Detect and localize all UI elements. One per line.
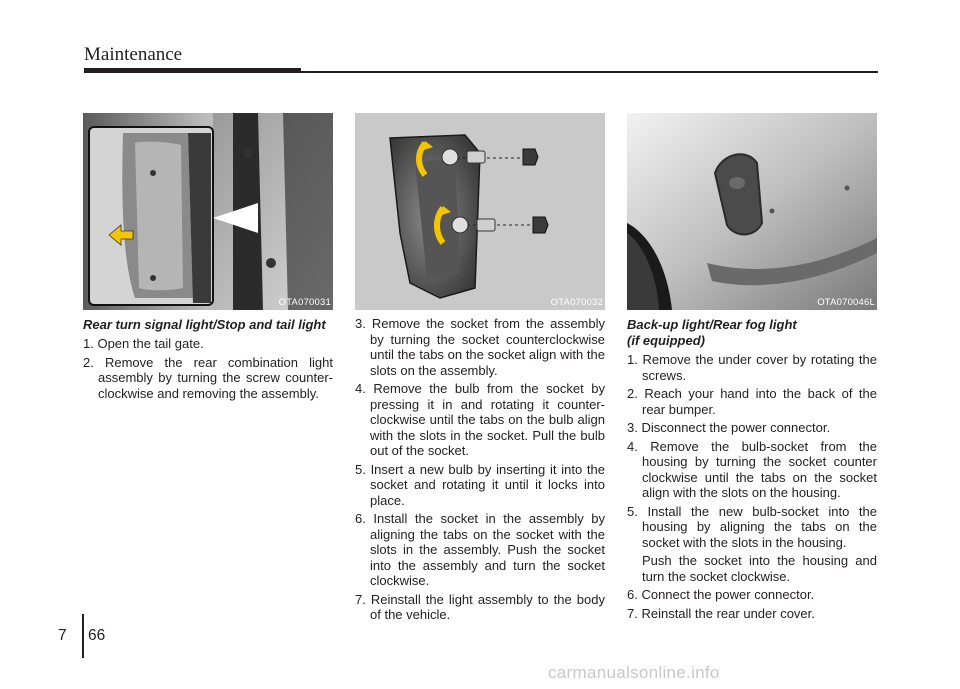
section-title: Rear turn signal light/Stop and tail light — [83, 317, 326, 332]
step-item: 1. Remove the under cover by rotating the screws. — [627, 352, 877, 383]
bumper-illustration — [627, 113, 877, 310]
column-backup-light — [627, 113, 877, 621]
column-socket-steps — [355, 113, 605, 623]
column-rear-turn-signal — [83, 113, 333, 401]
watermark-text: carmanualsonline.info — [548, 663, 720, 682]
figure-tailgate-light-assembly — [83, 113, 333, 310]
step-item: 7. Reinstall the light assembly to the body of the vehicle. — [355, 591, 605, 622]
step-item: 5. Install the new bulb-socket into the housing by aligning the tabs on the socket with the slots in the housing. — [627, 503, 877, 550]
steps-list — [355, 316, 605, 623]
step-item: 1. Open the tail gate. — [83, 336, 204, 351]
step-item: 3. Remove the socket from the assembly by turning the socket counterclockwise until the tabs on the socket align with the slots on the assembly. — [355, 316, 605, 378]
step-item: 6. Connect the power connector. — [627, 587, 815, 602]
figure-rear-bumper — [627, 113, 877, 310]
steps-list — [627, 587, 877, 621]
page-number: 66 — [88, 627, 106, 644]
step-item: 6. Install the socket in the assembly by aligning the tabs on the socket with the slots in the assembly. Push the socket into the assembly and turn the socket clockwise. — [355, 511, 605, 588]
step-item: 7. Reinstall the rear under cover. — [627, 605, 815, 621]
section-title-line: Back-up light/Rear fog light — [627, 317, 797, 332]
step-item: 2. Reach your hand into the back of the rear bumper. — [627, 386, 877, 417]
step-item: 4. Remove the bulb-socket from the housing by turning the socket counter clockwise until the tabs on the socket align with the slots on the housing. — [627, 438, 877, 500]
header-rule-thick — [84, 68, 301, 73]
figure-socket-removal — [355, 113, 605, 310]
section-title-line: (if equipped) — [627, 333, 705, 348]
chapter-number: 7 — [58, 627, 67, 644]
figure-code: OTA070032 — [550, 297, 603, 308]
step-item: 2. Remove the rear combination light assembly by turning the screw counter-clockwise and removing the assembly. — [83, 354, 333, 401]
page-header-title: Maintenance — [84, 44, 183, 65]
socket-illustration — [355, 113, 605, 310]
steps-list — [83, 336, 333, 401]
footer-divider — [82, 614, 84, 658]
steps-list — [627, 352, 877, 550]
tailgate-illustration — [83, 113, 333, 310]
step-item: 4. Remove the bulb from the socket by pressing it in and rotating it counter-clockwise until the tabs on the bulb align with the slots in the socket. Pull the bulb out of the socket. — [355, 381, 605, 458]
figure-code: OTA070031 — [278, 297, 331, 308]
step-note: Push the socket into the housing and turn the socket clockwise. — [642, 553, 877, 584]
figure-code: OTA070046L — [817, 297, 875, 308]
step-item: 3. Disconnect the power connector. — [627, 420, 831, 435]
header-rule-thin — [301, 71, 878, 73]
step-item: 5. Insert a new bulb by inserting it into the socket and rotating it until it locks into place. — [355, 461, 605, 508]
section-title — [627, 317, 877, 349]
